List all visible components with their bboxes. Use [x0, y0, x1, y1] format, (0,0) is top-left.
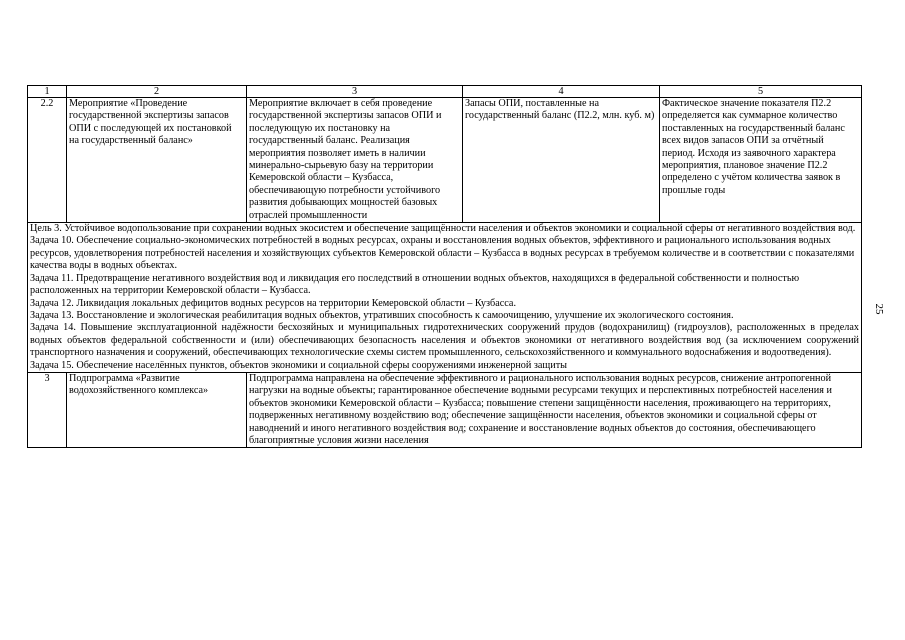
- goals-cell: [28, 223, 862, 373]
- subprogram-description: Подпрограмма направлена на обеспечение эффективного и рационального использования водных ресурсов, снижение антропогенной нагрузки на водные объекты; гарантированное обеспечение водными ресурсами текущих и перспективных потребностей населения и объектов экономики Кемеровской области – Кузбасса; повышение степени защищённости населения, проживающего на территориях, подверженных негативному воздействию вод; обеспечение защищённости населения, объектов экономики и социальной сферы от наводнений и иного негативного воздействия вод; сохранение и восстановление водных объектов до состояния, обеспечивающего благоприятные условия жизни населения: [247, 372, 862, 447]
- table-row-3: [28, 372, 862, 447]
- goal-3-text: Цель 3. Устойчивое водопользование при сохранении водных экосистем и обеспечение защищённости населения и объектов экономики и социальной сферы от негативного воздействия вод.: [30, 223, 856, 235]
- program-table: [27, 85, 862, 448]
- header-col-4: 4: [463, 86, 660, 98]
- header-col-2: 2: [67, 86, 247, 98]
- indicator-method: Фактическое значение показателя П2.2 определяется как суммарное количество поставленных на государственный баланс всех видов запасов ОПИ за отчётный период. Исходя из заявочного характера мероприятия, плановое значение П2.2 определено с учётом количества заявок в прошлые годы: [660, 98, 862, 223]
- task-15-text: Задача 15. Обеспечение населённых пунктов, объектов экономики и социальной сферы сооружениями инженерной защиты: [30, 359, 568, 371]
- header-col-5: 5: [660, 86, 862, 98]
- page-number: 25: [873, 303, 885, 315]
- measure-name: Мероприятие «Проведение государственной экспертизы запасов ОПИ с последующей их постановкой на государственный баланс»: [67, 98, 247, 223]
- header-col-3: 3: [247, 86, 463, 98]
- task-10-text: Задача 10. Обеспечение социально-экономических потребностей в водных ресурсах, охраны и восстановления водных объектов, эффективного и рационального использования водных ресурсов, удовлетворения потребностей населения и хозяйствующих субъектов Кемеровской области – Кузбасса в водных ресурсах в требуемом количестве и в соответствии с показателями качества воды в водных объектах.: [30, 235, 855, 272]
- task-11-text: Задача 11. Предотвращение негативного воздействия вод и ликвидация его последствий в отношении водных объектов, находящихся в федеральной собственности и полностью расположенных на территории Кемеровской области – Кузбасса.: [30, 272, 800, 297]
- row-number: 2.2: [28, 98, 67, 223]
- task-13-text: Задача 13. Восстановление и экологическая реабилитация водных объектов, утративших способность к самоочищению, улучшение их экологического состояния.: [30, 309, 734, 321]
- task-14-text: Задача 14. Повышение эксплуатационной надёжности бесхозяйных и муниципальных гидротехнических сооружений прудов (водохранилищ) (гидроузлов), расположенных в пределах водных объектов федеральной собственности и (или) обеспечивающих безопасность населения и объектов экономики от негативного воздействия вод (за исключением сооружений транспортного назначения и сооружений, обеспечивающих технологические схемы систем промышленного, сельскохозяйственного и коммунального водоснабжения и водоотведения).: [30, 322, 859, 359]
- goals-row: [28, 223, 862, 373]
- header-row: [28, 86, 862, 98]
- indicator-name: Запасы ОПИ, поставленные на государственный баланс (П2.2, млн. куб. м): [463, 98, 660, 223]
- subprogram-name: Подпрограмма «Развитие водохозяйственного комплекса»: [67, 372, 247, 447]
- row-number: 3: [28, 372, 67, 447]
- table-row-2-2: [28, 98, 862, 223]
- measure-description: Мероприятие включает в себя проведение государственной экспертизы запасов ОПИ и последующую их постановку на государственный баланс. Реализация мероприятия позволяет иметь в наличии минерально-сырьевую базу на территории Кемеровской области – Кузбасса, обеспечивающую потребности устойчивого развития добывающих мощностей базовых отраслей промышленности: [247, 98, 463, 223]
- task-12-text: Задача 12. Ликвидация локальных дефицитов водных ресурсов на территории Кемеровской области – Кузбасса.: [30, 297, 516, 309]
- header-col-1: 1: [28, 86, 67, 98]
